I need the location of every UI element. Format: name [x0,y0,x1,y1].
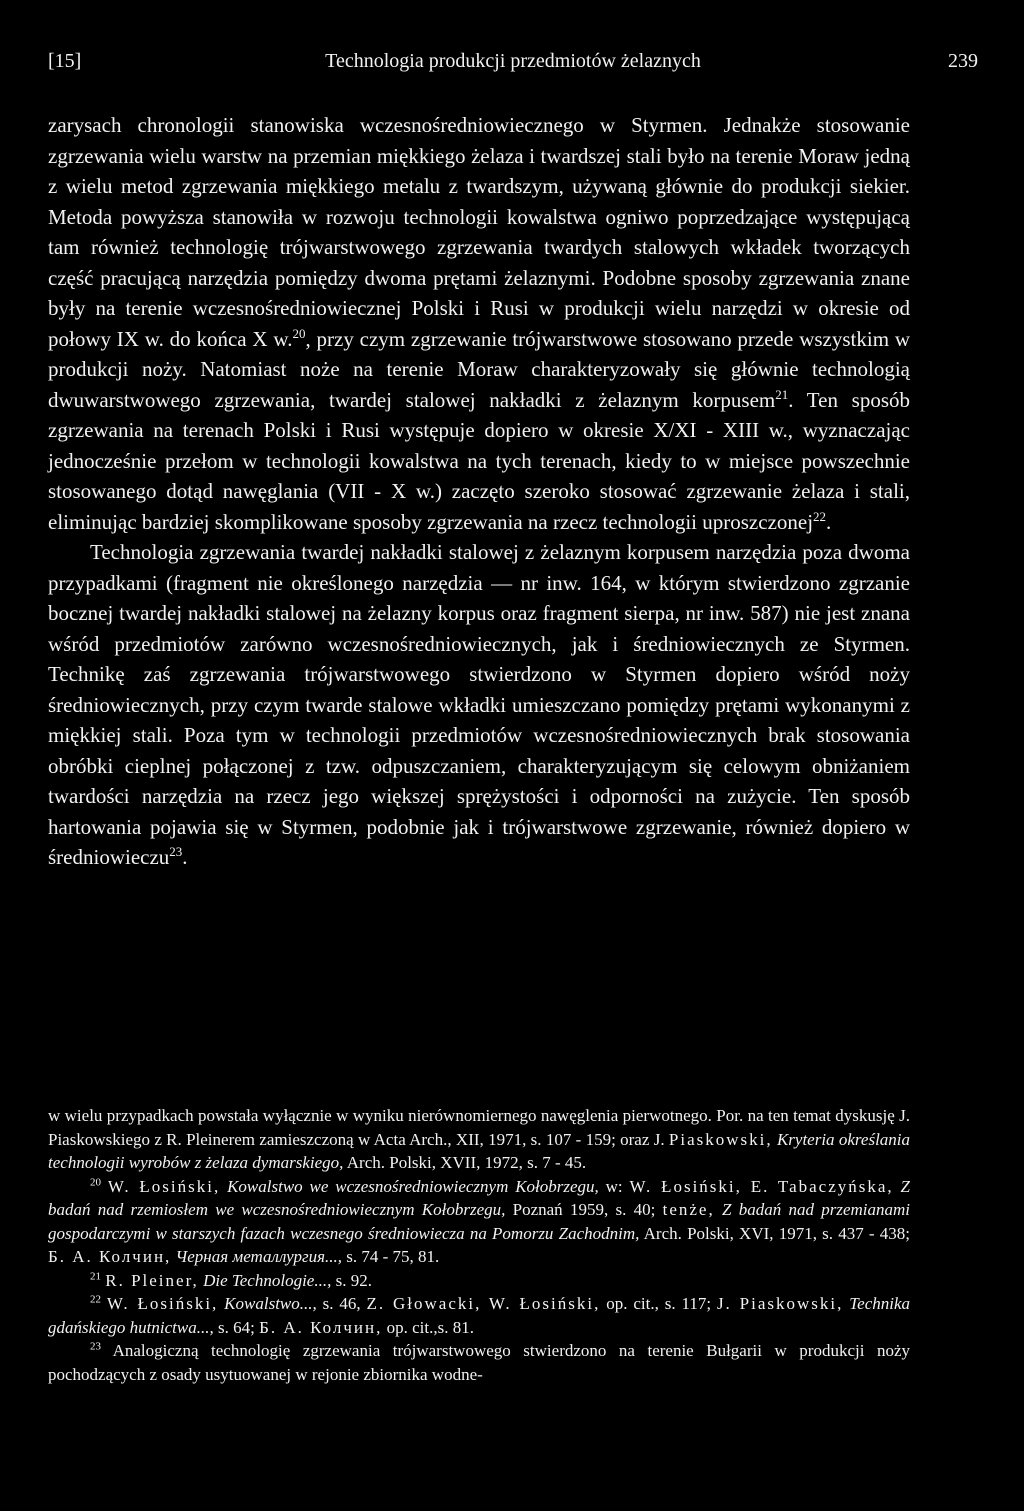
footnote-text: s. 64; [213,1317,260,1337]
footnote-title: Die Technologie..., [203,1270,332,1290]
footnote-number: 20 [90,1175,101,1188]
running-header [48,46,978,76]
footnote-number: 23 [90,1340,101,1353]
footnote-text: op. cit., s. 117; [600,1294,717,1313]
running-title: Technologia produkcji przedmiotów żelaznych [325,50,701,72]
footnote-title: Kryteria określania technologii wyrobów z żelaza dymarskiego, [48,1129,911,1172]
section-number: [15] [48,50,82,72]
footnote-author: R. Pleiner, [105,1270,199,1290]
footnote-22 [48,1292,910,1339]
footnote-title: Kowalstwo we wczesnośredniowiecznym Kołobrzegu, [227,1176,599,1196]
footnote-text: Poznań 1959, s. 40; [505,1200,663,1219]
footnotes [48,1104,910,1386]
text-run: , przy czym zgrzewanie trójwarstwowe stosowano przede wszystkim w produkcji noży. Natomiast noże na terenie Moraw charakteryzowały się głównie technologią dwuwarstwowego zgrzewania, twardej stalowej nakładki z żelaznym korpusem [48,326,911,412]
text-run: . [826,509,832,534]
footnote-number: 22 [90,1293,101,1306]
footnote-ref-21: 21 [775,386,789,402]
footnote-number: 21 [90,1269,101,1282]
footnote-title: Technika gdańskiego hutnictwa..., [48,1294,911,1337]
footnote-title: Z badań nad rzemiosłem we wczesnośredniowiecznym Kołobrzegu, [48,1176,910,1219]
main-text [48,110,910,873]
text-run: Technologia zgrzewania twardej nakładki stalowej z żelaznym korpusem narzędzia poza dwoma przypadkami (fragment nie określonego narzędzia — nr inw. 164, w którym stwierdzono zgrzanie bocznej twardej nakładki stalowej na żelazny korpus oraz fragment sierpa, nr inw. 587) nie jest znana wśród przedmiotów zarówno wczesnośredniowiecznych, jak i średniowiecznych ze Styrmen. Technikę zaś zgrzewania trójwarstwowego stwierdzono w Styrmen dopiero wśród noży średniowiecznych, przy czym twarde stalowe wkładki umieszczano pomiędzy prętami wykonanymi z miękkiej stali. Poza tym w technologii przedmiotów wczesnośredniowiecznych brak stosowania obróbki cieplnej połączonej z tzw. odpuszczaniem, charakteryzującym się celowym obniżaniem twardości narzędzia na rzecz jego większej sprężystości i odporności na zużycie. Ten sposób hartowania pojawia się w Styrmen, podobnie jak i trójwarstwowe zgrzewanie, również dopiero w średniowieczu [48,540,910,869]
footnote-text: s. 92. [331,1270,372,1290]
footnote-author: Piaskowski, [668,1129,773,1149]
text-run: zarysach chronologii stanowiska wczesnośredniowiecznego w Styrmen. Jednakże stosowanie zgrzewania wielu warstw na przemian miękkiego żelaza i twardszej stali było na terenie Moraw jedną z wielu metod zgrzewania miękkiego metalu z twardszym, używaną głównie do produkcji siekier. Metoda powyższa stanowiła w rozwoju technologii kowalstwa ogniwo poprzedzające występującą tam również technologię trójwarstwowego zgrzewania twardych stalowych wkładek tworzących część pracującą narzędzia pomiędzy dwoma prętami żelaznymi. Podobne sposoby zgrzewania znane były na terenie wczesnośredniowiecznej Polski i Rusi w produkcji wielu narzędzi w okresie od połowy IX w. do końca X w. [48,113,910,351]
footnote-text: Arch. Polski, XVI, 1971, s. 437 - 438; [639,1223,911,1243]
text-run: . [182,845,188,869]
footnote-text: s. 46, [316,1294,367,1313]
footnote-20 [48,1175,910,1269]
paragraph-1 [48,110,910,537]
footnote-author: Б. А. Колчин, [48,1247,172,1266]
footnote-text: Analogiczną technologię zgrzewania trójwarstwowego stwierdzono na terenie Bułgarii w produkcji noży pochodzących z osady usytuowanej w rejonie zbiornika wodne- [48,1341,911,1384]
footnote-text: w wielu przypadkach powstała wyłącznie w wyniku nierównomiernego nawęglenia pierwotnego. Por. na ten temat dyskusję J. Piaskowskiego z R. Pleinerem zamieszczoną w Acta Arch., XII, 1971, s. 107 - 159; oraz J. [48,1106,910,1149]
paragraph-2 [48,537,910,873]
page-number: 239 [948,50,978,72]
footnote-text: w: [598,1176,630,1196]
footnote-author: W. Łosiński, [106,1294,219,1313]
footnote-21 [48,1269,910,1293]
footnote-text: s. 74 - 75, 81. [342,1247,440,1266]
footnote-author: tenże, [662,1200,715,1219]
footnote-author: J. Piaskowski, [716,1294,844,1313]
footnote-author: W. Łosiński, E. Tabaczyńska, [629,1176,894,1196]
footnote-author: Z. Głowacki, W. Łosiński, [366,1294,601,1313]
footnote-23 [48,1339,910,1386]
footnote-continuation [48,1104,910,1175]
footnote-author: Б. А. Колчин, [259,1317,383,1337]
footnote-ref-20: 20 [292,325,306,341]
footnote-ref-23: 23 [169,844,183,859]
footnote-text: op. cit.,s. 81. [382,1317,474,1337]
footnote-ref-22: 22 [813,508,827,524]
footnote-title: Kowalstwo..., [224,1294,317,1313]
text-run: . Ten sposób zgrzewania na terenach Polski i Rusi występuje dopiero w okresie X/XI - XIII w., wyznaczając jednocześnie przełom w technologii kowalstwa na tych terenach, kiedy to w miejsce powszechnie stosowanego dotąd nawęglania (VII - X w.) zaczęto szeroko stosować zgrzewanie żelaza i stali, eliminując bardziej skomplikowane sposoby zgrzewania na rzecz technologii uproszczonej [48,387,910,534]
footnote-title: Черная металлургия..., [175,1247,343,1266]
footnote-author: W. Łosiński, [107,1176,221,1196]
footnote-title: Z badań nad przemianami gospodarczymi w starszych fazach wczesnego średniowiecza na Pomorzu Zachodnim, [48,1200,910,1243]
footnote-text: Arch. Polski, XVII, 1972, s. 7 - 45. [343,1153,587,1172]
